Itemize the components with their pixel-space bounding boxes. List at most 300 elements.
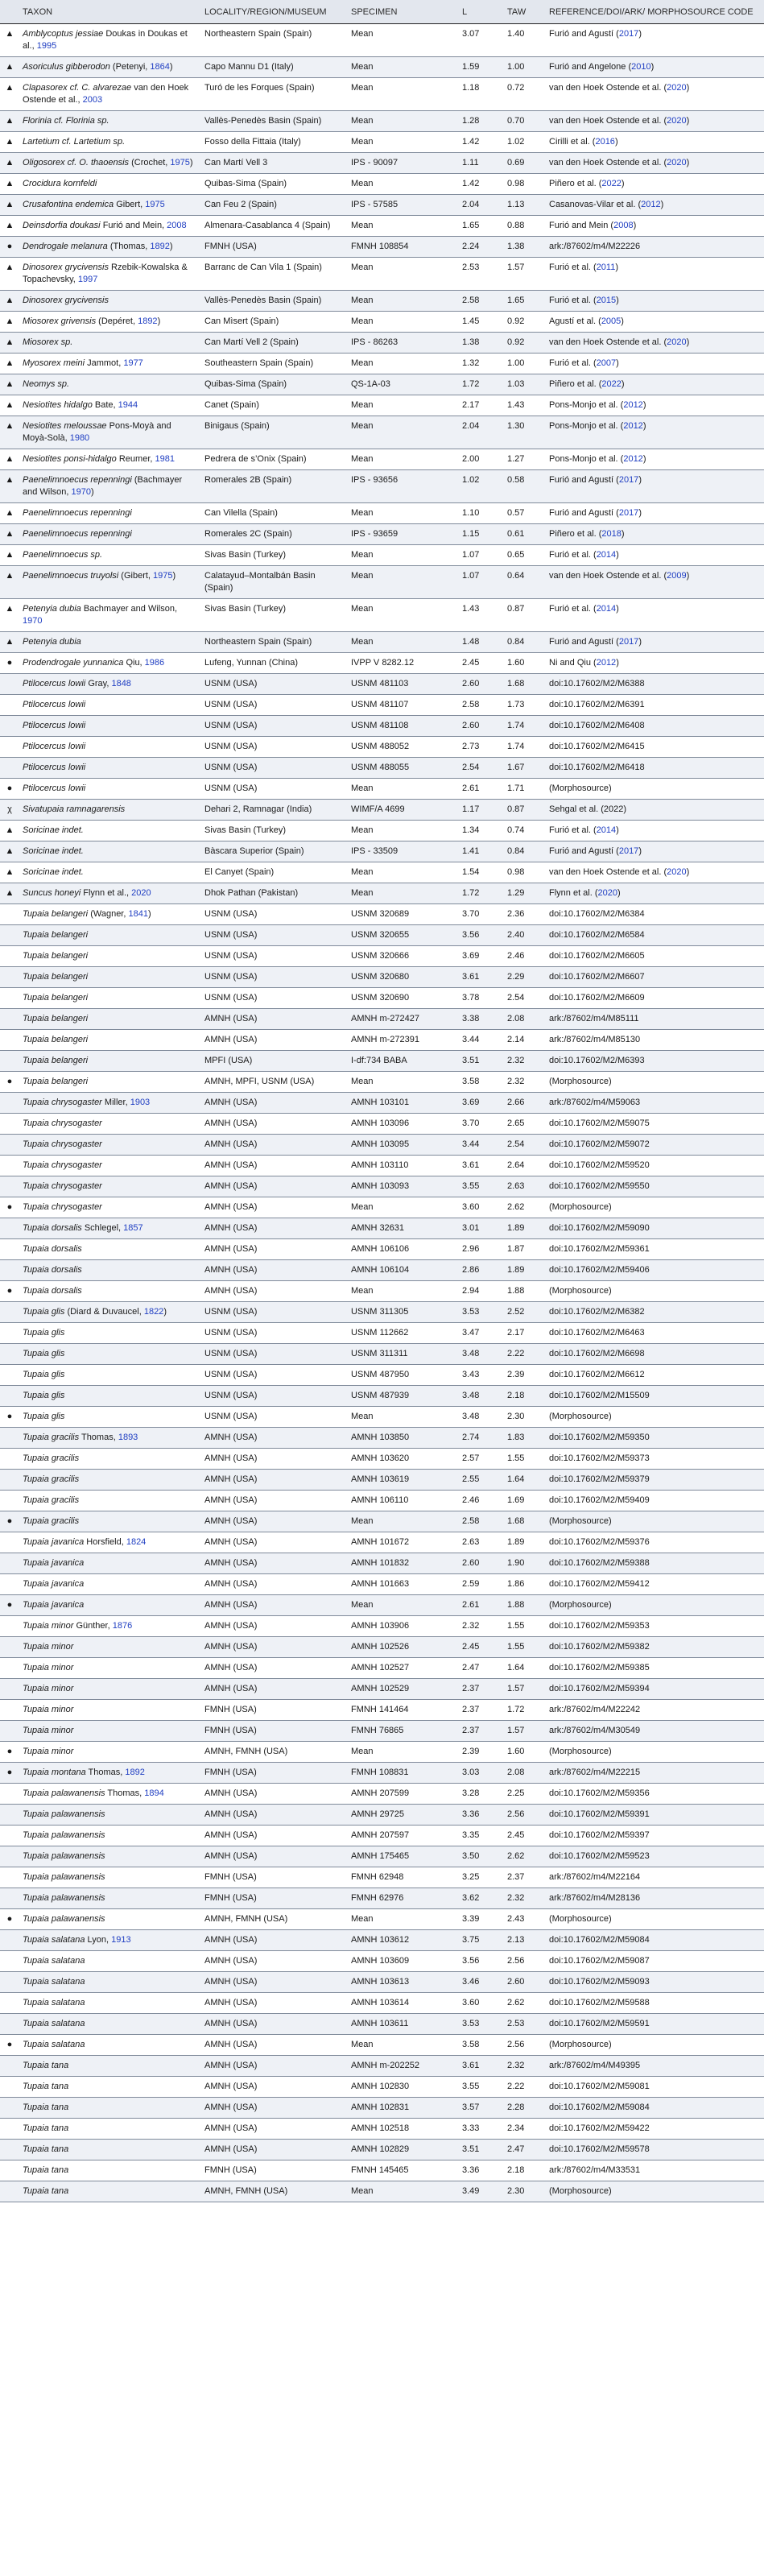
taxon-name: Tupaia gracilis — [23, 1516, 80, 1526]
reference-cell — [546, 132, 764, 153]
marker-symbol: ● — [6, 1600, 13, 1610]
reference-cell — [546, 1658, 764, 1679]
table-row — [0, 374, 764, 395]
reference-year-link: 2017 — [618, 846, 639, 856]
width-cell: 1.68 — [504, 1511, 546, 1532]
table-row — [0, 1239, 764, 1260]
taxon-cell — [19, 1721, 201, 1742]
width-cell: 2.62 — [504, 1993, 546, 2014]
locality-cell: AMNH (USA) — [201, 1993, 348, 2014]
table-row — [0, 2014, 764, 2035]
marker-symbol-cell — [0, 1909, 19, 1930]
table-body — [0, 24, 764, 2202]
width-cell: 0.92 — [504, 312, 546, 333]
specimen-cell: AMNH m-272427 — [348, 1009, 459, 1030]
marker-symbol: ▲ — [5, 867, 14, 877]
length-cell: 2.61 — [459, 779, 504, 800]
specimen-cell: AMNH 102829 — [348, 2140, 459, 2160]
specimen-cell: AMNH 102830 — [348, 2077, 459, 2098]
locality-cell: Romerales 2C (Spain) — [201, 524, 348, 545]
table-row — [0, 545, 764, 566]
specimen-cell: Mean — [348, 1407, 459, 1428]
length-cell: 3.51 — [459, 1051, 504, 1072]
reference-text: van den Hoek Ostende et al. ( — [549, 158, 667, 167]
width-cell: 2.32 — [504, 1072, 546, 1093]
marker-symbol-cell — [0, 57, 19, 78]
length-cell: 3.56 — [459, 925, 504, 946]
width-cell: 1.38 — [504, 237, 546, 258]
marker-symbol: ▲ — [5, 421, 14, 431]
taxon-name: Tupaia belangeri — [23, 951, 89, 961]
locality-cell: AMNH (USA) — [201, 1784, 348, 1805]
reference-cell — [546, 1386, 764, 1407]
taxon-cell — [19, 545, 201, 566]
marker-symbol: ● — [6, 1286, 13, 1296]
marker-symbol-cell — [0, 1344, 19, 1365]
authority-year-link: 1893 — [118, 1433, 138, 1442]
marker-symbol-cell — [0, 237, 19, 258]
marker-symbol-cell — [0, 2077, 19, 2098]
reference-cell — [546, 1930, 764, 1951]
specimen-cell: AMNH 207599 — [348, 1784, 459, 1805]
taxon-cell — [19, 374, 201, 395]
specimen-cell: AMNH 175465 — [348, 1846, 459, 1867]
reference-closing: ) — [650, 62, 655, 72]
marker-symbol: ● — [6, 1747, 13, 1756]
reference-text: Furió and Agustí ( — [549, 637, 619, 647]
taxon-name: Tupaia chrysogaster — [23, 1160, 102, 1170]
taxon-name: Sivatupaia ramnagarensis — [23, 804, 126, 814]
length-cell: 1.48 — [459, 632, 504, 653]
specimen-cell: FMNH 62948 — [348, 1867, 459, 1888]
reference-cell — [546, 503, 764, 524]
specimen-cell: FMNH 108831 — [348, 1763, 459, 1784]
reference-text: (Morphosource) — [549, 1914, 612, 1924]
reference-text: Furió et al. ( — [549, 604, 597, 614]
locality-cell: Can Martí Vell 2 (Spain) — [201, 333, 348, 354]
reference-text: Piñero et al. ( — [549, 379, 602, 389]
locality-cell: AMNH, FMNH (USA) — [201, 1742, 348, 1763]
marker-symbol-cell — [0, 1616, 19, 1637]
marker-symbol-cell — [0, 1281, 19, 1302]
specimen-cell: Mean — [348, 449, 459, 470]
reference-cell — [546, 1532, 764, 1553]
taxon-name: Tupaia chrysogaster — [23, 1202, 102, 1212]
reference-text: ark:/87602/m4/M59063 — [549, 1098, 641, 1107]
width-cell: 0.69 — [504, 153, 546, 174]
reference-closing: ) — [642, 400, 646, 410]
length-cell: 1.17 — [459, 800, 504, 821]
reference-year-link: 2016 — [595, 137, 615, 147]
authority-year-link: 1848 — [111, 679, 131, 688]
locality-cell: USNM (USA) — [201, 1323, 348, 1344]
width-cell: 0.64 — [504, 566, 546, 599]
marker-symbol-cell — [0, 841, 19, 862]
authority-closing: ) — [172, 571, 176, 581]
specimen-cell: IPS - 93659 — [348, 524, 459, 545]
marker-symbol-cell — [0, 1532, 19, 1553]
specimen-cell: Mean — [348, 312, 459, 333]
reference-year-link: 2009 — [667, 571, 687, 581]
reference-text: doi:10.17602/M2/M59385 — [549, 1663, 650, 1673]
width-cell: 2.65 — [504, 1114, 546, 1135]
marker-symbol: ▲ — [5, 846, 14, 856]
table-row — [0, 1888, 764, 1909]
length-cell: 2.86 — [459, 1260, 504, 1281]
marker-symbol-cell — [0, 1470, 19, 1491]
marker-symbol: ▲ — [5, 316, 14, 326]
reference-cell — [546, 883, 764, 904]
taxon-authority: Gray, — [88, 679, 112, 688]
length-cell: 2.58 — [459, 1511, 504, 1532]
authority-year-link: 1975 — [153, 571, 173, 581]
reference-year-link: 2015 — [596, 296, 617, 305]
taxon-authority: Thomas, — [88, 1768, 126, 1777]
taxon-name: Crusafontina endemica — [23, 200, 114, 209]
reference-cell — [546, 1805, 764, 1826]
taxon-name: Neomys sp. — [23, 379, 70, 389]
locality-cell: Sivas Basin (Turkey) — [201, 545, 348, 566]
authority-closing: ) — [91, 487, 94, 497]
locality-cell: USNM (USA) — [201, 925, 348, 946]
reference-text: Agustí et al. ( — [549, 316, 601, 326]
reference-cell — [546, 1218, 764, 1239]
locality-cell: AMNH (USA) — [201, 2035, 348, 2056]
table-row — [0, 1407, 764, 1428]
reference-cell — [546, 258, 764, 291]
marker-symbol-cell — [0, 24, 19, 57]
reference-cell — [546, 1679, 764, 1700]
reference-text: (Morphosource) — [549, 1412, 612, 1421]
length-cell: 2.04 — [459, 416, 504, 449]
reference-text: Furió et al. ( — [549, 825, 597, 835]
reference-cell — [546, 1742, 764, 1763]
taxon-cell — [19, 2160, 201, 2181]
table-row — [0, 78, 764, 111]
reference-text: doi:10.17602/M2/M6418 — [549, 763, 645, 772]
specimen-cell: USNM 320666 — [348, 946, 459, 967]
reference-year-link: 2020 — [667, 158, 687, 167]
reference-closing: ) — [616, 825, 619, 835]
authority-year-link: 1913 — [111, 1935, 131, 1945]
locality-cell: Lufeng, Yunnan (China) — [201, 653, 348, 674]
length-cell: 3.50 — [459, 1846, 504, 1867]
taxon-cell — [19, 1428, 201, 1449]
specimen-cell: Mean — [348, 291, 459, 312]
width-cell: 2.13 — [504, 1930, 546, 1951]
reference-cell — [546, 1428, 764, 1449]
specimen-cell: Mean — [348, 1197, 459, 1218]
length-cell: 3.55 — [459, 2077, 504, 2098]
marker-symbol: χ — [7, 804, 12, 814]
length-cell: 3.53 — [459, 1302, 504, 1323]
width-cell: 2.54 — [504, 988, 546, 1009]
specimen-cell: Mean — [348, 1909, 459, 1930]
reference-text: doi:10.17602/M2/M59084 — [549, 1935, 650, 1945]
table-row — [0, 904, 764, 925]
length-cell: 2.00 — [459, 449, 504, 470]
table-row — [0, 2077, 764, 2098]
reference-text: doi:10.17602/M2/M6612 — [549, 1370, 645, 1379]
authority-year-link: 2003 — [82, 95, 103, 105]
width-cell: 2.25 — [504, 1784, 546, 1805]
reference-cell — [546, 333, 764, 354]
width-cell: 0.92 — [504, 333, 546, 354]
locality-cell: FMNH (USA) — [201, 1867, 348, 1888]
width-cell: 0.87 — [504, 800, 546, 821]
taxon-cell — [19, 1156, 201, 1176]
specimen-cell: AMNH 103611 — [348, 2014, 459, 2035]
taxon-name: Oligosorex cf. O. thaoensis — [23, 158, 130, 167]
width-cell: 1.71 — [504, 779, 546, 800]
taxon-cell — [19, 1344, 201, 1365]
width-cell: 1.72 — [504, 1700, 546, 1721]
specimen-cell: QS-1A-03 — [348, 374, 459, 395]
reference-text: Casanovas-Vilar et al. ( — [549, 200, 642, 209]
taxon-cell — [19, 2014, 201, 2035]
taxon-name: Paenelimnoecus repenningi — [23, 508, 132, 518]
specimen-cell: USNM 488052 — [348, 737, 459, 758]
marker-symbol-cell — [0, 1260, 19, 1281]
taxon-cell — [19, 1972, 201, 1993]
reference-cell — [546, 1553, 764, 1574]
specimen-cell: AMNH 101663 — [348, 1574, 459, 1595]
reference-cell — [546, 78, 764, 111]
authority-year-link: 1980 — [69, 433, 90, 443]
length-cell: 3.57 — [459, 2098, 504, 2119]
taxon-cell — [19, 333, 201, 354]
taxon-name: Ptilocercus lowii — [23, 784, 86, 793]
marker-symbol-cell — [0, 988, 19, 1009]
authority-year-link: 1892 — [125, 1768, 145, 1777]
authority-year-link: 1975 — [170, 158, 190, 167]
table-row — [0, 1156, 764, 1176]
locality-cell: MPFI (USA) — [201, 1051, 348, 1072]
length-cell: 2.37 — [459, 1721, 504, 1742]
locality-cell: Vallès-Penedès Basin (Spain) — [201, 111, 348, 132]
marker-symbol-cell — [0, 653, 19, 674]
marker-symbol-cell — [0, 1218, 19, 1239]
reference-closing: ) — [638, 637, 642, 647]
reference-closing: ) — [638, 508, 642, 518]
taxon-cell — [19, 1176, 201, 1197]
taxon-cell — [19, 1742, 201, 1763]
reference-cell — [546, 291, 764, 312]
taxon-cell — [19, 883, 201, 904]
table-row — [0, 1302, 764, 1323]
width-cell: 1.00 — [504, 354, 546, 374]
specimen-cell: AMNH 29725 — [348, 1805, 459, 1826]
taxon-name: Deinsdorfia doukasi — [23, 221, 101, 230]
reference-cell — [546, 1051, 764, 1072]
locality-cell: Barranc de Can Vila 1 (Spain) — [201, 258, 348, 291]
marker-symbol: ▲ — [5, 200, 14, 209]
length-cell: 1.65 — [459, 216, 504, 237]
locality-cell: AMNH (USA) — [201, 1218, 348, 1239]
reference-text: doi:10.17602/M2/M59084 — [549, 2103, 650, 2112]
authority-year-link: 1841 — [128, 909, 148, 919]
table-row — [0, 1365, 764, 1386]
marker-symbol: ▲ — [5, 263, 14, 272]
reference-text: doi:10.17602/M2/M59578 — [549, 2144, 650, 2154]
specimen-cell: Mean — [348, 2181, 459, 2202]
taxon-name: Paenelimnoecus truyolsi — [23, 571, 119, 581]
marker-symbol-cell — [0, 312, 19, 333]
width-cell: 1.55 — [504, 1449, 546, 1470]
reference-cell — [546, 1721, 764, 1742]
width-cell: 1.60 — [504, 653, 546, 674]
length-cell: 2.53 — [459, 258, 504, 291]
width-cell: 2.56 — [504, 1951, 546, 1972]
table-row — [0, 1826, 764, 1846]
length-cell: 3.75 — [459, 1930, 504, 1951]
table-row — [0, 1093, 764, 1114]
length-cell: 1.45 — [459, 312, 504, 333]
reference-text: doi:10.17602/M2/M59406 — [549, 1265, 650, 1275]
taxon-cell — [19, 1700, 201, 1721]
reference-closing: ) — [660, 200, 664, 209]
table-row — [0, 2181, 764, 2202]
taxon-cell — [19, 1867, 201, 1888]
reference-text: doi:10.17602/M2/M59090 — [549, 1223, 650, 1233]
locality-cell: AMNH (USA) — [201, 1449, 348, 1470]
length-cell: 2.60 — [459, 674, 504, 695]
length-cell: 3.03 — [459, 1763, 504, 1784]
width-cell: 2.22 — [504, 2077, 546, 2098]
authority-year-link: 1824 — [126, 1537, 147, 1547]
locality-cell: USNM (USA) — [201, 758, 348, 779]
specimen-cell: Mean — [348, 354, 459, 374]
taxon-name: Amblycoptus jessiae — [23, 29, 104, 39]
reference-closing: ) — [642, 454, 646, 464]
reference-text: (Morphosource) — [549, 1077, 612, 1086]
specimen-cell: IVPP V 8282.12 — [348, 653, 459, 674]
taxon-name: Clapasorex cf. C. alvarezae — [23, 83, 132, 93]
specimen-cell: FMNH 145465 — [348, 2160, 459, 2181]
reference-closing: ) — [614, 137, 618, 147]
locality-cell: FMNH (USA) — [201, 2160, 348, 2181]
length-cell: 3.48 — [459, 1344, 504, 1365]
taxon-name: Petenyia dubia — [23, 637, 81, 647]
length-cell: 3.36 — [459, 2160, 504, 2181]
specimen-cell: AMNH 103612 — [348, 1930, 459, 1951]
reference-closing: ) — [686, 83, 690, 93]
taxon-cell — [19, 1218, 201, 1239]
taxon-name: Miosorex grivensis — [23, 316, 97, 326]
specimen-cell: AMNH 103619 — [348, 1470, 459, 1491]
marker-symbol-cell — [0, 1051, 19, 1072]
table-row — [0, 111, 764, 132]
reference-closing: ) — [686, 158, 690, 167]
taxon-authority: Miller, — [104, 1098, 130, 1107]
reference-text: doi:10.17602/M2/M59376 — [549, 1537, 650, 1547]
taxon-cell — [19, 470, 201, 503]
taxon-name: Tupaia dorsalis — [23, 1286, 82, 1296]
length-cell: 2.74 — [459, 1428, 504, 1449]
locality-cell: Binigaus (Spain) — [201, 416, 348, 449]
marker-symbol: ▲ — [5, 296, 14, 305]
length-cell: 2.59 — [459, 1574, 504, 1595]
reference-cell — [546, 1700, 764, 1721]
reference-cell — [546, 416, 764, 449]
taxon-name: Ptilocercus lowii — [23, 679, 86, 688]
reference-cell — [546, 374, 764, 395]
marker-symbol-cell — [0, 416, 19, 449]
specimen-cell: Mean — [348, 779, 459, 800]
taxon-name: Ptilocercus lowii — [23, 763, 86, 772]
taxon-authority: (Gibert, — [121, 571, 154, 581]
marker-symbol-cell — [0, 2160, 19, 2181]
reference-cell — [546, 674, 764, 695]
marker-symbol-cell — [0, 695, 19, 716]
width-cell: 1.55 — [504, 1616, 546, 1637]
taxon-name: Dendrogale melanura — [23, 242, 108, 251]
reference-text: Pons-Monjo et al. ( — [549, 421, 624, 431]
specimen-cell: FMNH 108854 — [348, 237, 459, 258]
reference-cell — [546, 195, 764, 216]
length-cell: 3.62 — [459, 1888, 504, 1909]
reference-text: doi:10.17602/M2/M6605 — [549, 951, 645, 961]
header-specimen: SPECIMEN — [348, 0, 459, 24]
locality-cell: Northeastern Spain (Spain) — [201, 632, 348, 653]
reference-closing: ) — [616, 550, 619, 560]
marker-symbol-cell — [0, 1721, 19, 1742]
taxon-cell — [19, 1365, 201, 1386]
taxon-name: Tupaia gracilis — [23, 1433, 80, 1442]
specimen-cell: AMNH 102526 — [348, 1637, 459, 1658]
table-row — [0, 2160, 764, 2181]
table-row — [0, 758, 764, 779]
width-cell: 0.57 — [504, 503, 546, 524]
reference-year-link: 2014 — [596, 825, 617, 835]
specimen-cell: USNM 311305 — [348, 1302, 459, 1323]
taxon-name: Tupaia minor — [23, 1663, 74, 1673]
reference-text: doi:10.17602/M2/M59520 — [549, 1160, 650, 1170]
marker-symbol-cell — [0, 1491, 19, 1511]
taxon-name: Tupaia tana — [23, 2103, 69, 2112]
specimen-cell: FMNH 141464 — [348, 1700, 459, 1721]
marker-symbol-cell — [0, 153, 19, 174]
length-cell: 3.55 — [459, 1176, 504, 1197]
reference-cell — [546, 1846, 764, 1867]
marker-symbol-cell — [0, 1805, 19, 1826]
taxon-name: Tupaia tana — [23, 2082, 69, 2091]
length-cell: 3.51 — [459, 2140, 504, 2160]
taxon-name: Tupaia minor — [23, 1642, 74, 1652]
table-row — [0, 1951, 764, 1972]
reference-text: doi:10.17602/M2/M6609 — [549, 993, 645, 1003]
locality-cell: Calatayud–Montalbán Basin (Spain) — [201, 566, 348, 599]
reference-text: doi:10.17602/M2/M59382 — [549, 1642, 650, 1652]
locality-cell: AMNH (USA) — [201, 1595, 348, 1616]
locality-cell: AMNH (USA) — [201, 1616, 348, 1637]
taxon-name: Tupaia glis — [23, 1370, 65, 1379]
locality-cell: AMNH (USA) — [201, 2098, 348, 2119]
locality-cell: Sivas Basin (Turkey) — [201, 599, 348, 632]
specimen-cell: Mean — [348, 883, 459, 904]
reference-text: doi:10.17602/M2/M59361 — [549, 1244, 650, 1254]
taxon-name: Tupaia belangeri — [23, 1014, 89, 1023]
width-cell: 1.83 — [504, 1428, 546, 1449]
width-cell: 1.89 — [504, 1218, 546, 1239]
marker-symbol-cell — [0, 1972, 19, 1993]
width-cell: 2.46 — [504, 946, 546, 967]
reference-cell — [546, 216, 764, 237]
locality-cell: Can Vilella (Spain) — [201, 503, 348, 524]
reference-year-link: 2018 — [601, 529, 622, 539]
reference-cell — [546, 545, 764, 566]
marker-symbol: ● — [6, 1914, 13, 1924]
